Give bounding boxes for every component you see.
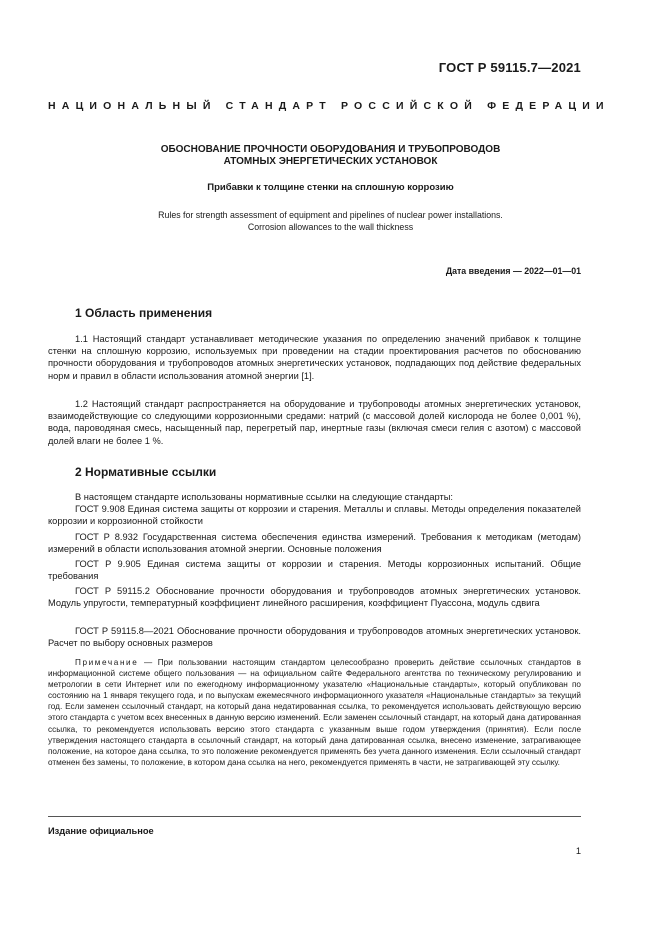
document-subtitle: Прибавки к толщине стенки на сплошную коррозию xyxy=(207,182,454,193)
reference-item xyxy=(48,531,581,555)
reference-text: ГОСТ Р 8.932 Государственная система обеспечения единства измерений. Требования к методикам (методам) измерений в области использования атомной энергии. Основные положения xyxy=(48,532,581,555)
references-intro-text: В настоящем стандарте использованы нормативные ссылки на следующие стандарты: xyxy=(75,492,454,502)
page-number: 1 xyxy=(575,846,581,856)
english-title xyxy=(80,209,581,233)
reference-text: ГОСТ Р 59115.2 Обоснование прочности оборудования и трубопроводов атомных энергетических установок. Модуль упругости, температурный коэффициент линейного расширения, коэффициент Пуассона, модуль сдвига xyxy=(48,586,581,609)
reference-text: ГОСТ Р 59115.8—2021 Обоснование прочности оборудования и трубопроводов атомных энергетических установок. Расчет по выбору основных размеров xyxy=(48,626,581,649)
note-label: Примечание xyxy=(75,658,139,667)
national-standard-banner: НАЦИОНАЛЬНЫЙ СТАНДАРТ РОССИЙСКОЙ ФЕДЕРАЦИИ xyxy=(48,100,610,112)
official-edition-label: Издание официальное xyxy=(48,826,154,836)
reference-item xyxy=(48,625,581,649)
title-line-1: ОБОСНОВАНИЕ ПРОЧНОСТИ ОБОРУДОВАНИЯ И ТРУБОПРОВОДОВ xyxy=(160,144,501,155)
references-note xyxy=(48,657,581,768)
paragraph-1-2-text: 1.2 Настоящий стандарт распространяется на оборудование и трубопроводы атомных энергетических установок, взаимодействующие со следующими коррозионными средами: натрий (с массовой долей кислорода не более 0,001 %), вода, пароводяная смесь, насыщенный пар, перегретый пар, инертные газы (включая смеси гелия с азотом) с массовой долей влаги не более 1 %. xyxy=(48,399,581,446)
references-intro xyxy=(48,491,581,503)
introduction-date: Дата введения — 2022—01—01 xyxy=(445,266,581,276)
footer-divider xyxy=(48,816,581,817)
paragraph-1-1 xyxy=(48,333,581,382)
english-title-line-2: Corrosion allowances to the wall thickness xyxy=(247,222,414,232)
reference-item xyxy=(48,585,581,609)
standard-number: ГОСТ Р 59115.7—2021 xyxy=(438,60,581,75)
paragraph-1-2 xyxy=(48,398,581,447)
title-line-2: АТОМНЫХ ЭНЕРГЕТИЧЕСКИХ УСТАНОВОК xyxy=(223,156,438,167)
reference-item xyxy=(48,503,581,527)
section-1-heading: 1 Область применения xyxy=(75,306,213,320)
reference-text: ГОСТ Р 9.905 Единая система защиты от коррозии и старения. Методы коррозионных испытаний. Общие требования xyxy=(48,559,581,582)
document-title xyxy=(80,144,581,168)
reference-text: ГОСТ 9.908 Единая система защиты от коррозии и старения. Металлы и сплавы. Методы определения показателей коррозии и коррозионной стойкости xyxy=(48,504,581,527)
paragraph-1-1-text: 1.1 Настоящий стандарт устанавливает методические указания по определению значений прибавок к толщине стенки на сплошную коррозию, используемых при проведении на стадии проектирования расчетов по обоснованию прочности оборудования и трубопроводов атомных энергетических установок, подпадающих под действие федеральных норм и правил в области использования атомной энергии [1]. xyxy=(48,334,581,381)
note-text: — При пользовании настоящим стандартом целесообразно проверить действие ссылочных стандартов в информационной системе общего пользования — на официальном сайте Федерального агентства по техническому регулированию и метрологии в сети Интернет или по ежегодному информационному указателю «Национальные стандарты», который опубликован по состоянию на 1 января текущего года, и по выпускам ежемесячного информационного указателя «Национальные стандарты» за текущий год. Если заменен ссылочный стандарт, на который дана недатированная ссылка, то рекомендуется использовать действующую версию этого стандарта с учетом всех внесенных в данную версию изменений. Если заменен ссылочный стандарт, на который дана датированная ссылка, то рекомендуется использовать версию этого стандарта с указанным выше годом утверждения (принятия). Если после утверждения настоящего стандарта в ссылочный стандарт, на который дана датированная ссылка, внесено изменение, затрагивающее положение, на которое дана ссылка, то это положение рекомендуется применять без учета данного изменения. Если ссылочный стандарт отменен без замены, то положение, в котором дана ссылка на него, рекомендуется применять в части, не затрагивающей эту ссылку. xyxy=(48,658,581,767)
reference-item xyxy=(48,558,581,582)
section-2-heading: 2 Нормативные ссылки xyxy=(75,465,217,479)
english-title-line-1: Rules for strength assessment of equipment and pipelines of nuclear power installations. xyxy=(158,210,503,220)
